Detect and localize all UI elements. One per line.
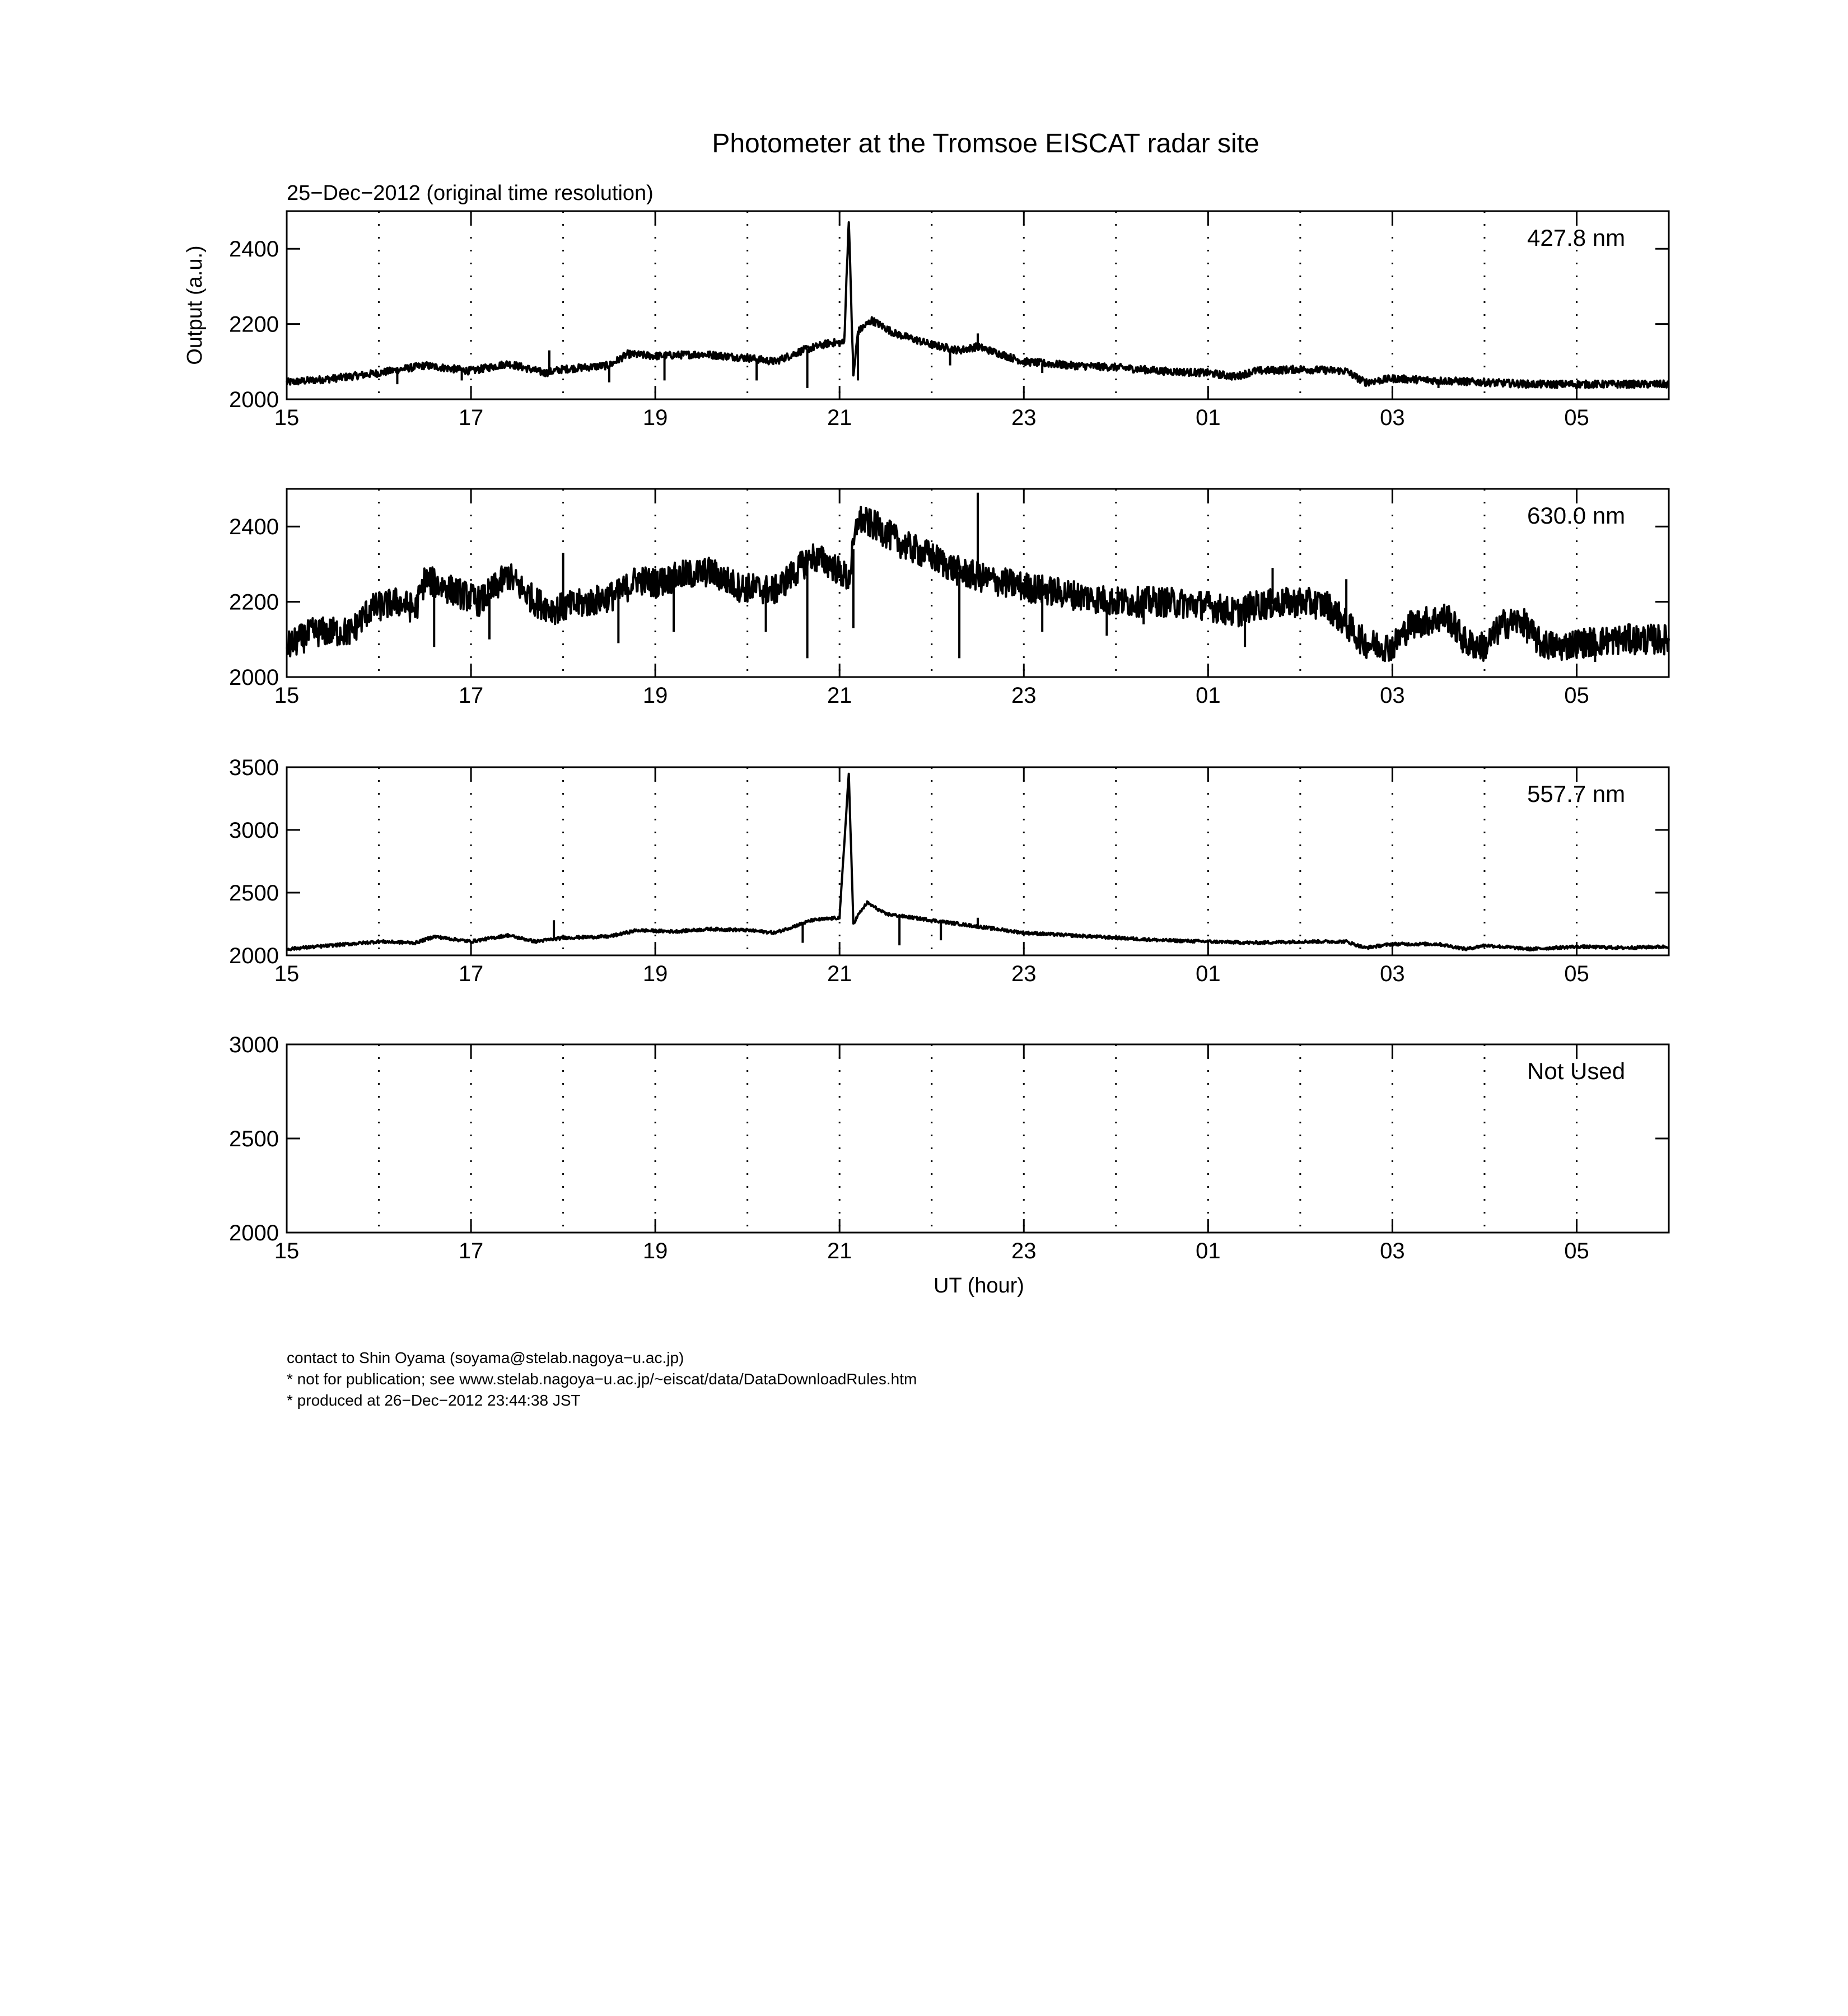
footer-produced-time: * produced at 26−Dec−2012 23:44:38 JST	[287, 1392, 581, 1409]
x-tick-label: 01	[1196, 1239, 1221, 1263]
footer-publication-note: * not for publication; see www.stelab.nagoya−u.ac.jp/~eiscat/data/DataDownloadRules.htm	[287, 1370, 917, 1388]
y-tick-label: 3000	[229, 1033, 279, 1057]
y-tick-label: 2000	[229, 665, 279, 690]
x-tick-label: 21	[827, 962, 852, 986]
y-tick-label: 2000	[229, 944, 279, 968]
figure-subtitle: 25−Dec−2012 (original time resolution)	[287, 181, 654, 205]
x-tick-label: 19	[642, 683, 668, 708]
x-tick-label: 19	[642, 962, 668, 986]
x-tick-label: 23	[1011, 1239, 1037, 1263]
x-tick-label: 01	[1196, 962, 1221, 986]
channel-label: 557.7 nm	[1527, 781, 1626, 807]
channel-label: 427.8 nm	[1527, 225, 1626, 251]
x-tick-label: 23	[1011, 962, 1037, 986]
x-tick-label: 03	[1380, 1239, 1405, 1263]
y-axis-label: Output (a.u.)	[183, 245, 207, 365]
y-tick-label: 2200	[229, 312, 279, 337]
x-axis-label: UT (hour)	[934, 1274, 1024, 1298]
x-tick-label: 05	[1564, 962, 1589, 986]
x-tick-label: 21	[827, 405, 852, 430]
x-tick-label: 15	[274, 405, 300, 430]
x-tick-label: 01	[1196, 683, 1221, 708]
x-tick-label: 15	[274, 1239, 300, 1263]
x-tick-label: 01	[1196, 405, 1221, 430]
y-tick-label: 3500	[229, 755, 279, 780]
x-tick-label: 05	[1564, 405, 1589, 430]
x-tick-label: 05	[1564, 683, 1589, 708]
y-tick-label: 2500	[229, 1127, 279, 1151]
y-tick-label: 2400	[229, 237, 279, 262]
x-tick-label: 17	[458, 1239, 484, 1263]
panel-4	[229, 1033, 1669, 1263]
x-tick-label: 03	[1380, 683, 1405, 708]
y-tick-label: 2200	[229, 590, 279, 615]
axes-box	[287, 211, 1669, 399]
footer-notes	[287, 1347, 917, 1411]
x-tick-label: 03	[1380, 962, 1405, 986]
x-tick-label: 23	[1011, 405, 1037, 430]
x-tick-label: 15	[274, 962, 300, 986]
x-tick-label: 21	[827, 1239, 852, 1263]
x-tick-label: 17	[458, 405, 484, 430]
y-tick-label: 2500	[229, 881, 279, 906]
y-tick-label: 3000	[229, 818, 279, 843]
footer-contact: contact to Shin Oyama (soyama@stelab.nagoya−u.ac.jp)	[287, 1349, 684, 1366]
panel-2	[229, 489, 1669, 708]
y-tick-label: 2000	[229, 1221, 279, 1245]
panel-3	[229, 755, 1669, 986]
x-tick-label: 03	[1380, 405, 1405, 430]
x-tick-label: 17	[458, 962, 484, 986]
axes-box	[287, 1044, 1669, 1233]
figure-title: Photometer at the Tromsoe EISCAT radar site	[712, 129, 1259, 158]
x-tick-label: 19	[642, 1239, 668, 1263]
x-tick-label: 23	[1011, 683, 1037, 708]
chart-panels	[229, 211, 1669, 1263]
y-tick-label: 2000	[229, 388, 279, 412]
x-tick-label: 15	[274, 683, 300, 708]
x-tick-label: 05	[1564, 1239, 1589, 1263]
channel-label: 630.0 nm	[1527, 502, 1626, 529]
y-tick-label: 2400	[229, 515, 279, 540]
x-tick-label: 19	[642, 405, 668, 430]
x-tick-label: 21	[827, 683, 852, 708]
panel-1	[229, 211, 1669, 430]
series-line	[287, 222, 1669, 388]
channel-label: Not Used	[1527, 1058, 1626, 1084]
x-tick-label: 17	[458, 683, 484, 708]
